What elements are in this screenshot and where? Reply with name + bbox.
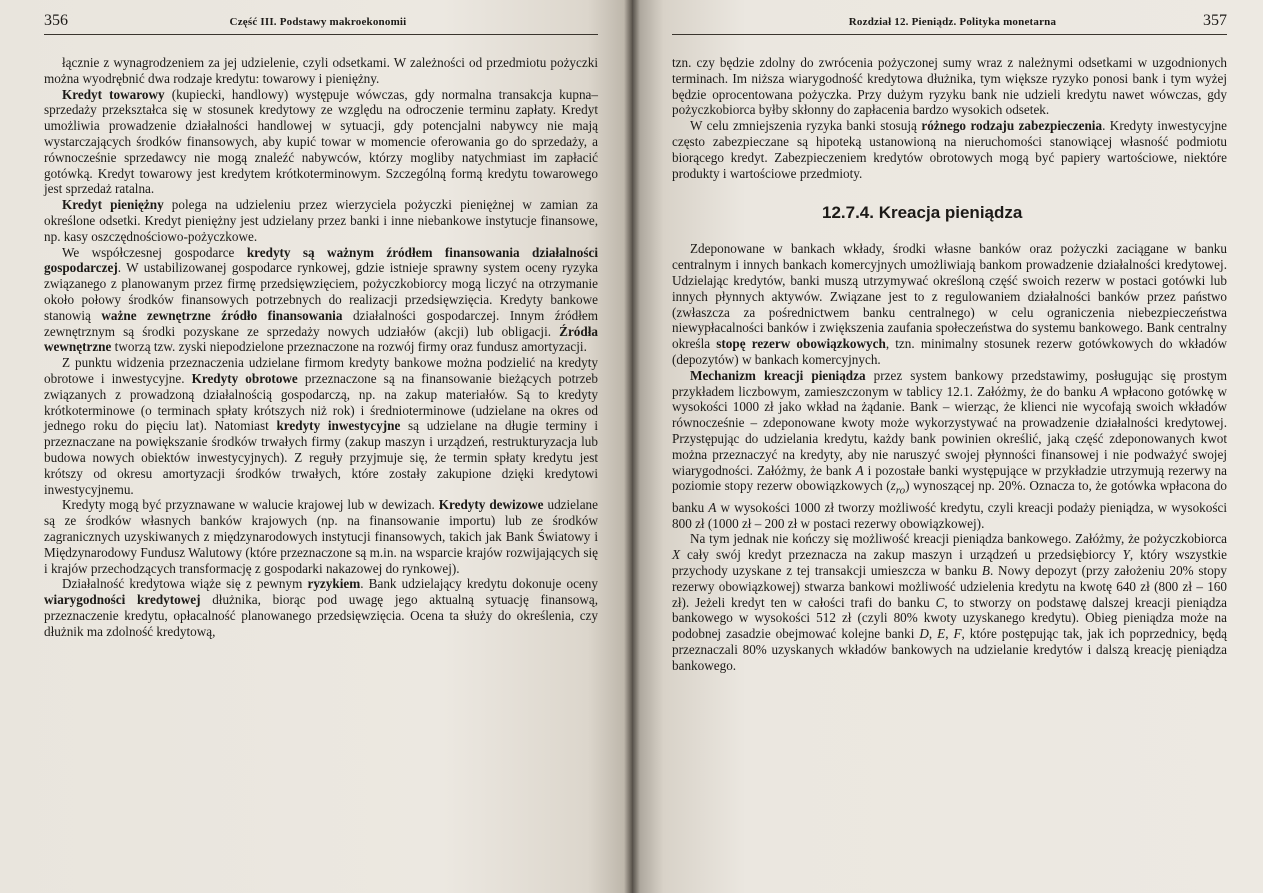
left-running-header [44, 12, 598, 35]
paragraph [44, 245, 598, 356]
paragraph [672, 241, 1227, 367]
right-body-text-main [672, 241, 1227, 673]
right-page-number: 357 [1202, 12, 1227, 29]
paragraph [672, 531, 1227, 673]
italic-symbol: Y [1122, 547, 1130, 563]
italic-symbol: A [1100, 383, 1109, 399]
section-heading: 12.7.4. Kreacja pieniądza [822, 203, 1023, 223]
right-running-header [672, 12, 1227, 35]
paragraph [672, 55, 1227, 118]
paragraph [44, 355, 598, 497]
paragraph [44, 87, 598, 198]
text-run: udzielane są ze środków własnych banków krajowych (np. na finansowanie importu) lub ze środków zagranicznych uzyskiwanych z międzynarodowych instytucji finansowych, takich jak Bank Światowy i Międzynarodowy Fundusz Walutowy (które przeznaczone są m.in. na wsparcie krajów rozwijających się i krajów przechodzących transformację z gospodarki nakazowej do rynkowej). [44, 497, 599, 576]
bold-term: ważne zewnętrzne źródło finansowania [101, 307, 343, 323]
text-run: , które postępując tak, jak ich poprzednicy, będą przeznaczali 80% uzyskanych wkładów bankowych na udzielanie kredytów i dalszą kreację pieniądza bankowego. [672, 626, 1228, 673]
left-body-text [44, 55, 598, 639]
italic-symbol: C [935, 594, 945, 610]
italic-symbol: B [981, 562, 990, 578]
italic-symbol: E [937, 626, 946, 642]
paragraph [44, 197, 598, 244]
text-run: We współczesnej gospodarce [62, 244, 247, 260]
bold-term: Mechanizm kreacji pieniądza [690, 367, 866, 383]
text-run: i pozostałe banki występujące w przykładzie utrzymują rezerwy na poziomie stopy rezerw obowiązkowych ( [672, 462, 1227, 494]
italic-symbol: D [919, 626, 929, 642]
text-run: (kupiecki, handlowy) występuje wówczas, gdy normalna transakcja kupna–sprzedaży przekształca się w stosunek kredytowy ze względu na odroczenie terminu zapłaty. Kredyt umożliwia prowadzenie działalności handlowej w sytuacji, gdy potencjalni nabywcy nie mają wystarczających środków finansowych, aby kupić towar w momencie oferowania go do sprzedaży, a równocześnie sprzedawcy nie mogą znaleźć nabywców, którzy mogliby natychmiast im zapłacić gotówką. Kredyt towarowy jest kredytem krótkoterminowym. Szczególną formą kredytu towarowego jest sprzedaż ratalna. [44, 86, 598, 197]
italic-symbol: F [953, 626, 962, 642]
text-run: . Kredyty inwestycyjne często zabezpieczane są hipoteką ustanowioną na nieruchomości stanowiącej własność podmiotu biorącego kredyt. Zabezpieczeniem kredytów obrotowych mogą być papiery wartościowe, niektóre produkty i wartościowe przedmioty. [672, 118, 1228, 181]
text-run: ) wynoszącej np. 20%. Oznacza to, że gotówka wpłacona do banku [672, 478, 1227, 515]
paragraph [44, 55, 598, 87]
bold-term: Źródła wewnętrzne [44, 323, 598, 355]
text-run: łącznie z wynagrodzeniem za jej udzielenie, czyli odsetkami. W zależności od przedmiotu pożyczki można wyodrębnić dwa rodzaje kredytu: towarowy i pieniężny. [44, 55, 598, 86]
left-running-title: Część III. Podstawy makroekonomii [229, 16, 407, 28]
italic-symbol: ro [895, 484, 906, 497]
text-run: w wysokości 1000 zł tworzy możliwość kredytu, czyli kreacji podaży pieniądza, w wysokości 800 zł (1000 zł – 200 zł w postaci rezerwy obowiązkowej). [672, 499, 1227, 531]
text-run: , [945, 626, 954, 642]
paragraph [44, 497, 598, 576]
text-run: . Nowy depozyt (przy założeniu 20% stopy rezerwy obowiązkowej) stwarza bankowi możliwość udzielenia kredytu na kwotę 640 zł (800 zł – 160 zł). Jeżeli kredyt ten w całości trafi do banku [672, 562, 1227, 610]
right-page [632, 0, 1263, 893]
text-run: Na tym jednak nie kończy się możliwość kreacji pieniądza bankowego. Załóżmy, że pożyczkobiorca [690, 531, 1227, 547]
text-run: dłużnika, biorąc pod uwagę jego aktualną sytuację finansową, przeznaczenie kredytu, opłacalność planowanego przedsięwzięcia. Ocena ta służy do określenia, czy dłużnik ma zdolność kredytową, [44, 592, 599, 639]
text-run: , [928, 626, 938, 642]
bold-term: stopę rezerw obowiązkowych [716, 336, 886, 352]
italic-symbol: z [890, 478, 896, 494]
right-body-text-top [672, 55, 1227, 181]
bold-term: kredyty inwestycyjne [276, 418, 401, 434]
text-run: przeznaczone są na finansowanie bieżących potrzeb związanych z prowadzoną działalnością gospodarczą, np. na zakup materiałów. Są to kredyty krótkoterminowe (o terminach spłaty krótszych niż rok) i średnioterminowe (udzielane na okres od jednego roku do pięciu lat). Natomiast [44, 370, 598, 434]
text-run: Działalność kredytowa wiąże się z pewnym [62, 576, 308, 592]
text-run: Zdeponowane w bankach wkłady, środki własne banków oraz pożyczki zaciągane w banku centralnym i innych bankach komercyjnych umożliwiają bankom prowadzenie działalności kredytowej. Udzielając kredytów, banki muszą utrzymywać określoną część swoich rezerw w postaci gotówki lub innych płynnych aktywów. Związane jest to z regulowaniem działalności banków przez państwo (zwłaszcza za pośrednictwem banku centralnego) w celu ograniczenia niebezpieczeństwa niewypłacalności banków i zwiększenia zaufania społeczeństwa do systemu bankowego. Bank centralny określa [672, 241, 1227, 352]
text-run: są udzielane na długie terminy i przeznaczane na powiększanie środków trwałych firmy (zakup maszyn i urządzeń, restrukturyzacja lub budowa nowych obiektów inwestycyjnych). Z reguły przyjmuje się, że termin spłaty kredytu jest krótszy od okresu amortyzacji środków trwałych, które zostały zakupione dzięki kredytowi inwestycyjnemu. [44, 418, 599, 497]
text-run: cały swój kredyt przeznacza na zakup maszyn i urządzeń u przedsiębiorcy [680, 547, 1123, 563]
bold-term: Kredyty obrotowe [191, 370, 298, 386]
bold-term: Kredyt towarowy [62, 86, 165, 102]
bold-term: różnego rodzaju zabezpieczenia [921, 118, 1103, 134]
bold-term: Kredyt pieniężny [62, 197, 164, 213]
text-run: tworzą tzw. zyski niepodzielone przeznaczone na rozwój firmy oraz fundusz amortyzacji. [111, 339, 587, 355]
text-run: przez system bankowy przedstawimy, posługując się prostym przykładem liczbowym, zamieszczonym w tablicy 12.1. Załóżmy, że do banku [672, 367, 1228, 399]
text-run: polega na udzieleniu przez wierzyciela pożyczki pieniężnej w zamian za określone odsetki. Kredyt pieniężny jest udzielany przez banki i inne niebankowe instytucje finansowe, np. kasy oszczędnościowo-pożyczkowe. [44, 197, 598, 244]
italic-symbol: A [855, 462, 864, 478]
text-run: działalności gospodarczej. Innym źródłem zewnętrznym są środki pozyskane ze sprzedaży nowych udziałów (akcji) lub obligacji. [44, 307, 598, 339]
text-run: Kredyty mogą być przyznawane w walucie krajowej lub w dewizach. [62, 497, 439, 513]
text-run: , który wszystkie przychody uzyskane z tej transakcji umieszcza w banku [672, 547, 1227, 578]
bold-term: wiarygodności kredytowej [44, 592, 201, 608]
paragraph [672, 118, 1227, 181]
italic-symbol: A [708, 499, 717, 515]
book-gutter [624, 0, 640, 893]
text-run: , to stworzy on podstawę dalszej kreacji pieniądza bankowego w wysokości 512 zł (czyli 80% kwoty uzyskanego kredytu). Obieg pieniądza może na podobnej zasadzie obejmować kolejne banki [672, 594, 1228, 642]
right-running-title: Rozdział 12. Pieniądz. Polityka monetarna [848, 16, 1057, 28]
text-run: tzn. czy będzie zdolny do zwrócenia pożyczonej sumy wraz z należnymi odsetkami w uzgodnionych terminach. Im niższa wiarygodność kredytowa dłużnika, tym większe ryzyko ponosi bank i tym wyżej będzie oprocentowana pożyczka. Przy dużym ryzyku bank nie udzieli kredytu nawet wówczas, gdy pożyczkobiorca byłby skłonny do zapłacenia bardzo wysokich odsetek. [672, 55, 1227, 118]
text-run: Z punktu widzenia przeznaczenia udzielane firmom kredyty bankowe można podzielić na kredyty obrotowe i inwestycyjne. [44, 355, 598, 386]
text-run: . W ustabilizowanej gospodarce rynkowej, gdzie istnieje sprawny system oceny ryzyka związanego z planowanym przez firmę przedsięwzięciem, pożyczkobiorcy mogą liczyć na otrzymanie około połowy środków finansowych potrzebnych do realizacji przedsięwzięcia. Kredyty bankowe stanowią [44, 260, 598, 323]
bold-term: ryzykiem [307, 576, 361, 592]
text-run: , tzn. minimalny stosunek rezerw gotówkowych do wkładów (depozytów) w bankach komercyjnych. [672, 336, 1228, 367]
bold-term: Kredyty dewizowe [438, 497, 544, 513]
text-run: wpłacono gotówkę w wysokości 1000 zł jako wkład na żądanie. Bank – wierząc, że klienci nie wycofają swoich wkładów równocześnie – zdeponowane kwoty może wykorzystywać na prowadzenie działalności kredytowej. Przystępując do udzielania kredytu, każdy bank powinien określić, jaką część zdeponowanych kwot można przeznaczyć na kredyty, aby nie naruszyć swojej płynności finansowej i nie podważyć swojej wiarygodności. Załóżmy, że bank [672, 383, 1227, 478]
text-run: . Bank udzielający kredytu dokonuje oceny [360, 576, 598, 592]
left-page-number: 356 [44, 12, 68, 29]
paragraph [672, 368, 1227, 532]
text-run: W celu zmniejszenia ryzyka banki stosują [690, 118, 922, 134]
paragraph [44, 576, 598, 639]
italic-symbol: X [672, 547, 681, 563]
bold-term: kredyty są ważnym źródłem finansowania działalności gospodarczej [44, 244, 598, 276]
